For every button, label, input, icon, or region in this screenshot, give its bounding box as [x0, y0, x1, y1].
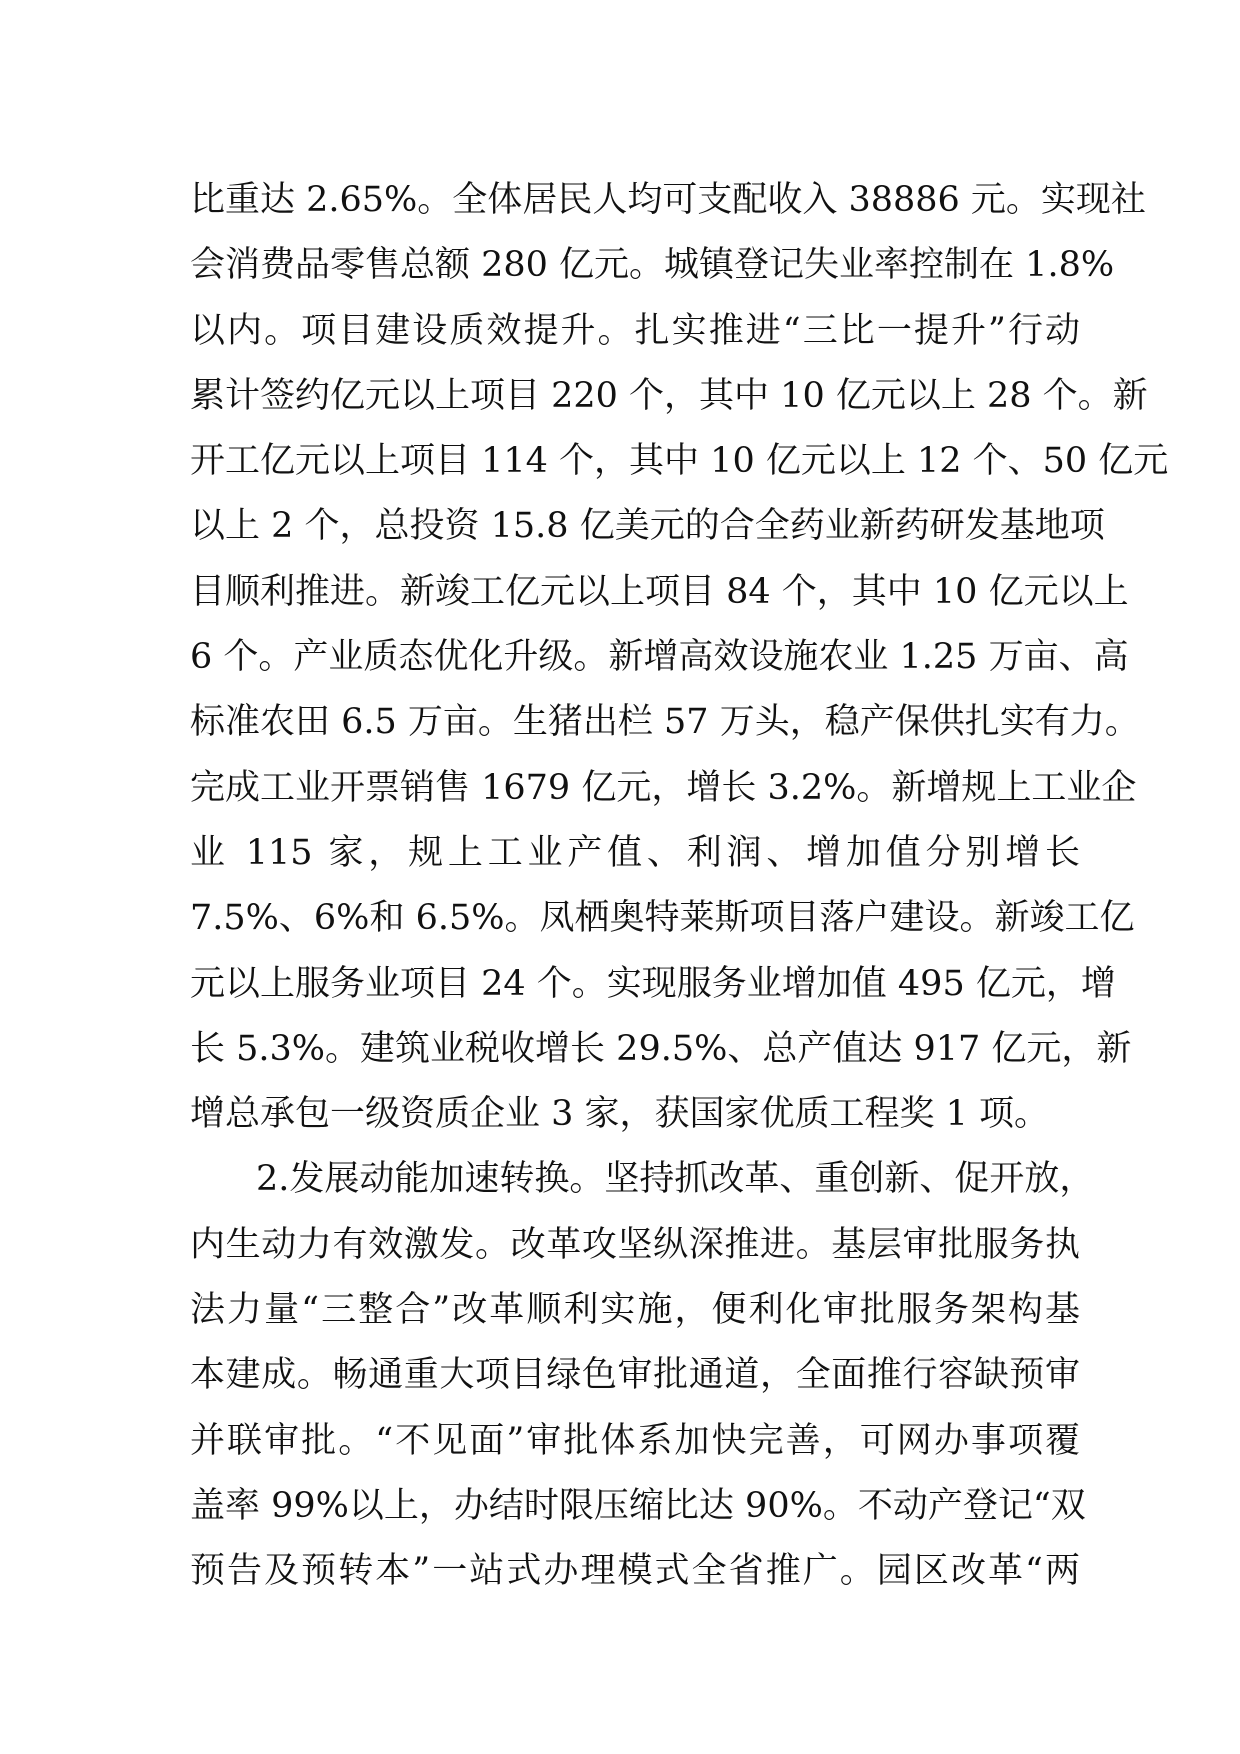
text-line: 元以上服务业项目 24 个。实现服务业增加值 495 亿元，增	[190, 963, 1116, 1004]
text-line: 开工亿元以上项目 114 个，其中 10 亿元以上 12 个、50 亿元	[190, 441, 1169, 482]
text-line: 标准农田 6.5 万亩。生猪出栏 57 万头，稳产保供扎实有力。	[190, 702, 1140, 743]
text-line: 完成工业开票销售 1679 亿元，增长 3.2%。新增规上工业企	[190, 767, 1137, 808]
text-line: 7.5%、6%和 6.5%。凤栖奥特莱斯项目落户建设。新竣工亿	[190, 898, 1135, 939]
paragraph-end-line: 增总承包一级资质企业 3 家，获国家优质工程奖 1 项。	[190, 1094, 1050, 1135]
text-line: 并联审批。“不见面”审批体系加快完善，可网办事项覆	[190, 1420, 1080, 1461]
paragraph-start-line: 2.发展动能加速转换。坚持抓改革、重创新、促开放，	[256, 1159, 1095, 1200]
text-line: 预告及预转本”一站式办理模式全省推广。园区改革“两	[190, 1551, 1080, 1592]
body-text	[190, 168, 1169, 1605]
text-line: 会消费品零售总额 280 亿元。城镇登记失业率控制在 1.8%	[190, 245, 1115, 286]
text-line: 以内。项目建设质效提升。扎实推进“三比一提升”行动	[190, 310, 1080, 351]
text-line: 盖率 99%以上，办结时限压缩比达 90%。不动产登记“双	[190, 1485, 1086, 1526]
text-line: 以上 2 个，总投资 15.8 亿美元的合全药业新药研发基地项	[190, 506, 1105, 547]
text-line: 内生动力有效激发。改革攻坚纵深推进。基层审批服务执	[190, 1224, 1080, 1265]
text-line: 长 5.3%。建筑业税收增长 29.5%、总产值达 917 亿元，新	[190, 1028, 1132, 1069]
text-line: 法力量“三整合”改革顺利实施，便利化审批服务架构基	[190, 1290, 1080, 1331]
text-line: 本建成。畅通重大项目绿色审批通道，全面推行容缺预审	[190, 1355, 1080, 1396]
text-line: 目顺利推进。新竣工亿元以上项目 84 个，其中 10 亿元以上	[190, 571, 1129, 612]
text-line: 6 个。产业质态优化升级。新增高效设施农业 1.25 万亩、高	[190, 637, 1129, 678]
text-line: 累计签约亿元以上项目 220 个，其中 10 亿元以上 28 个。新	[190, 375, 1148, 416]
text-line: 业 115 家，规上工业产值、利润、增加值分别增长	[190, 832, 1080, 873]
text-line: 比重达 2.65%。全体居民人均可支配收入 38886 元。实现社	[190, 180, 1146, 220]
